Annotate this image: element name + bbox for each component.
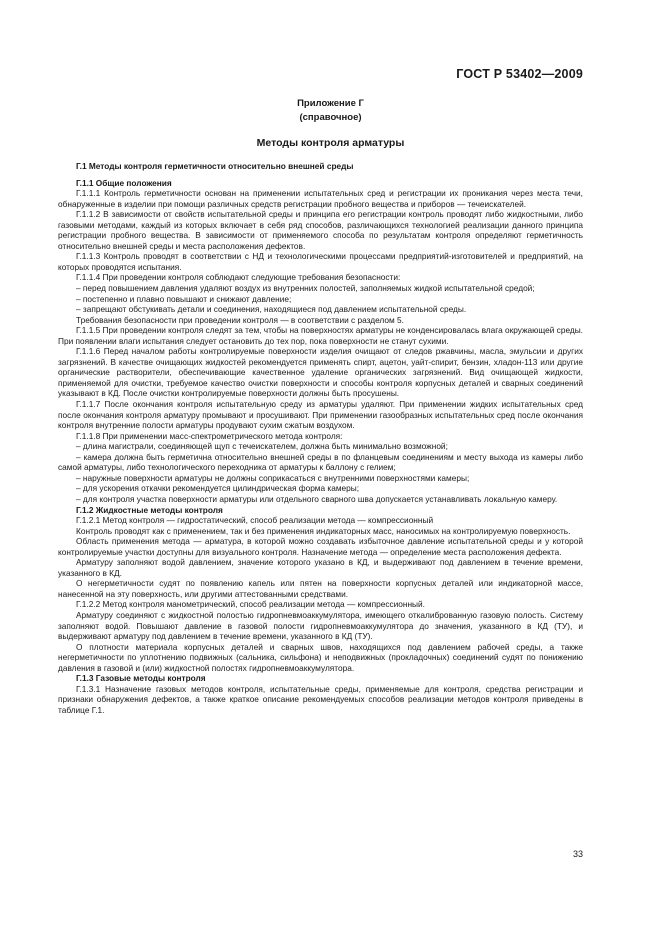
- paragraph: Г.1.1.2 В зависимости от свойств испытательной среды и принципа его регистрации контроль проводят либо жидкостными, либо газовыми методами, каждый из которых включает в себя ряд способов, различающихся технологией реализации данного принципа регистрации пробного вещества. В зависимости от применяемого способа по результатам контроля определяют герметичность относительно внешней среды и места расположения дефектов.: [58, 209, 583, 251]
- list-item: – для контроля участка поверхности арматуры или отдельного сварного шва допускается устанавливать локальную камеру.: [76, 493, 558, 504]
- appendix-note: (справочное): [299, 112, 362, 123]
- paragraph: Г.1.1.6 Перед началом работы контролируемые поверхности изделия очищают от следов ржавчины, масла, эмульсии и других загрязнений. В качестве очищающих жидкостей рекомендуется применять спирт, ацетон, уайт-спирит, бензин, хладон-113 или другие органические растворители, обеспечивающие качественное удаление органических загрязнений. Вид очищающей жидкости, применяемой для очистки, требуемое качество очистки поверхности и способы контроля корпусных деталей и сварных соединений указывают в КД. После очистки контролируемые поверхности должны быть просушены.: [58, 346, 583, 399]
- section-heading-g1: Г.1 Методы контроля герметичности относительно внешней среды: [76, 161, 354, 171]
- list-item: – камера должна быть герметична относительно внешней среды в по фланцевым соединениям и месту выхода из камеры либо самой арматуры, либо технологического переходника от арматуры к баллону с гелием;: [58, 451, 583, 473]
- paragraph: Г.1.2.2 Метод контроля манометрический, способ реализации метода — компрессионный.: [76, 599, 425, 610]
- paragraph: Арматуру заполняют водой давлением, значение которого указано в КД, и выдерживают под давлением в течение времени, указанного в КД.: [58, 557, 583, 578]
- section-heading-g13: Г.1.3 Газовые методы контроля: [76, 673, 206, 684]
- paragraph: О плотности материала корпусных деталей и сварных швов, находящихся под давлением рабочей среды, а также негерметичности по уплотнению подвижных (сальника, сильфона) и неподвижных (прокладочных) соединений судят по понижению давления в газовой и (или) жидкостной полостях гидропневмоаккумулятора.: [58, 641, 583, 673]
- section-heading-g11: Г.1.1 Общие положения: [76, 177, 172, 188]
- paragraph: Г.1.1.7 После окончания контроля испытательную среду из арматуры удаляют. При применении жидких испытательных сред после окончания контроля арматуру промывают и просушивают. При применении газообразных испытательных сред после окончания контроля внутренние полости арматуры продувают сухим сжатым воздухом.: [58, 399, 583, 431]
- list-item: – постепенно и плавно повышают и снижают давление;: [76, 293, 292, 304]
- list-item: – для ускорения откачки рекомендуется цилиндрическая форма камеры;: [76, 483, 360, 494]
- paragraph: Г.1.1.5 При проведении контроля следят за тем, чтобы на поверхностях арматуры не конденсировалась влага окружающей среды. При появлении влаги испытания следует остановить до тех пор, пока поверхности не станут сухими.: [58, 325, 583, 346]
- appendix-heading: [0, 97, 661, 125]
- paragraph: Арматуру соединяют с жидкостной полостью гидропневмоаккумулятора, имеющего откалиброванную газовую полость. Систему заполняют водой. Повышают давление в газовой полости гидропневмоаккумулятора до значения, указанного в КД (ТУ), и выдерживают арматуру под давлением в течение времени, указанного в КД (ТУ).: [58, 609, 583, 642]
- paragraph: Г.1.2.1 Метод контроля — гидростатический, способ реализации метода — компрессионный: [76, 515, 434, 526]
- paragraph: О негерметичности судят по появлению капель или пятен на поверхности корпусных деталей или индикаторной массе, нанесенной на эту поверхность, или другими аттестованными средствами.: [58, 578, 583, 599]
- document-code: ГОСТ Р 53402—2009: [456, 67, 583, 81]
- paragraph: Г.1.1.4 При проведении контроля соблюдают следующие требования безопасности:: [76, 272, 401, 283]
- paragraph: Г.1.1.3 Контроль проводят в соответствии с НД и технологическими процессами предприятий-изготовителей и предприятий, на которых проводятся испытания.: [58, 251, 583, 272]
- paragraph: Область применения метода — арматура, в которой можно создавать избыточное давление испытательной среды и у которой контролируемые участки доступны для визуального контроля. Назначение метода — определение места расположения дефекта.: [58, 536, 583, 557]
- list-item: – запрещают обстукивать детали и соединения, находящиеся под давлением испытательной среды.: [76, 304, 467, 315]
- appendix-title: Приложение Г: [297, 98, 364, 109]
- paragraph: Требования безопасности при проведении контроля — в соответствии с разделом 5.: [76, 314, 404, 325]
- list-item: – перед повышением давления удаляют воздух из внутренних полостей, заполняемых жидкой испытательной средой;: [76, 283, 535, 294]
- paragraph: Г.1.1.8 При применении масс-спектрометрического метода контроля:: [76, 430, 343, 441]
- paragraph: Контроль проводят как с применением, так и без применения индикаторных масс, наносимых на контролируемую поверхность.: [76, 525, 571, 536]
- page-number: 33: [572, 849, 583, 859]
- list-item: – длина магистрали, соединяющей щуп с течеискателем, должна быть минимально возможной;: [76, 441, 448, 452]
- paragraph: Г.1.1.1 Контроль герметичности основан на применении испытательных сред и регистрации их проникания через места течи, обнаруженные в изделии при помощи различных средств регистрации пробного вещества и приборов — течеискателей.: [58, 188, 583, 209]
- main-title: Методы контроля арматуры: [256, 137, 405, 149]
- section-heading-g12: Г.1.2 Жидкостные методы контроля: [76, 504, 223, 515]
- list-item: – наружные поверхности арматуры не должны соприкасаться с внутренними поверхностями камеры;: [76, 472, 470, 483]
- paragraph: Г.1.3.1 Назначение газовых методов контроля, испытательные среды, применяемые для контроля, средства регистрации и признаки обнаружения дефектов, а также краткое описание рекомендуемых способов реализации методов контроля приведены в таблице Г.1.: [58, 683, 583, 715]
- document-body: [58, 161, 583, 715]
